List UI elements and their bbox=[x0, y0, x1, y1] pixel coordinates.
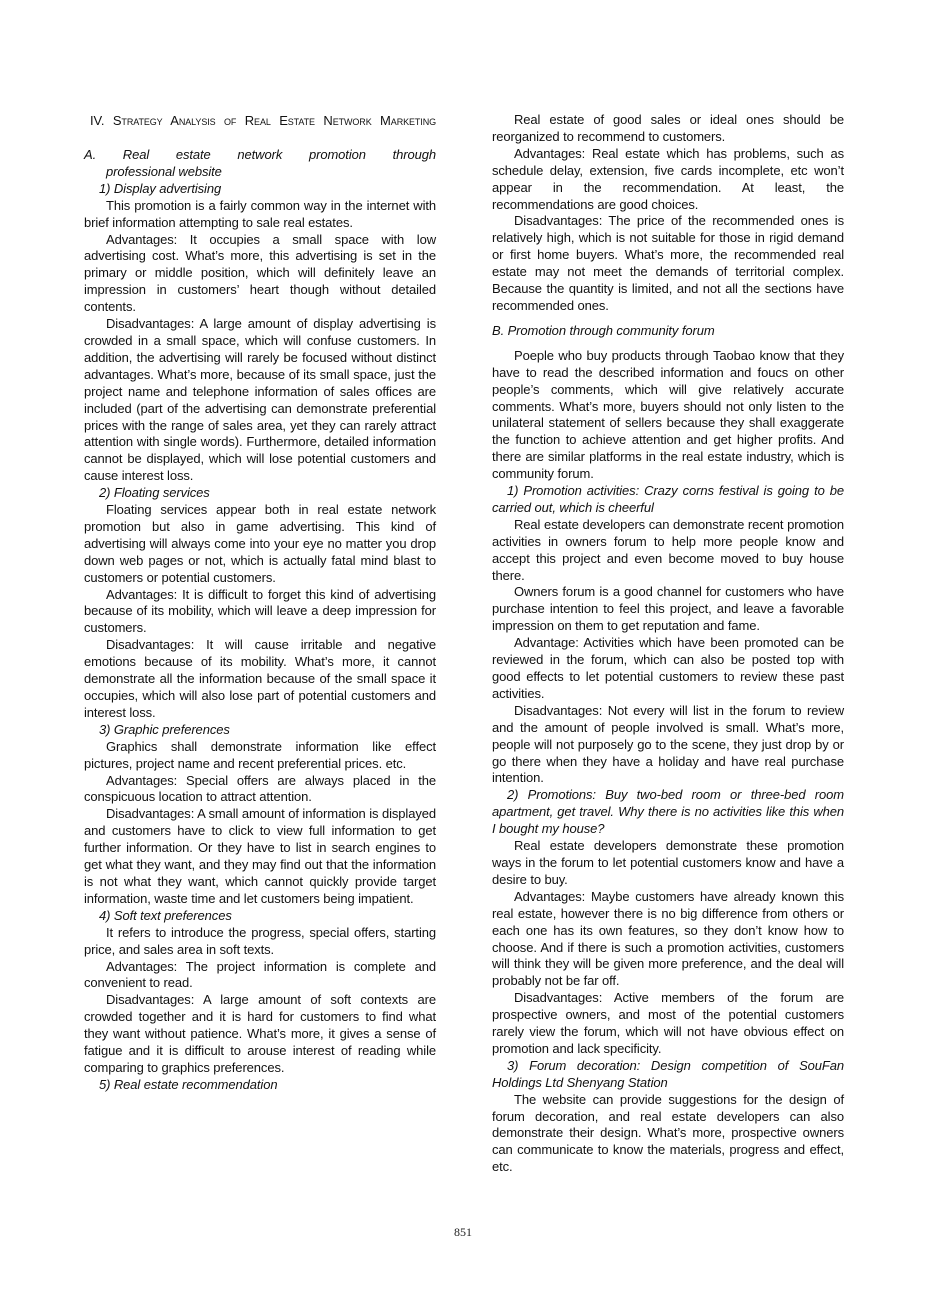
heading-promotion-activities: 1) Promotion activities: Crazy corns festival is going to be carried out, which is cheerful bbox=[492, 483, 844, 515]
subsection-b-heading: B. Promotion through community forum bbox=[492, 322, 715, 338]
paragraph: Real estate developers demonstrate these promotion ways in the forum to let potential customers know and have a desire to buy. bbox=[492, 838, 844, 887]
heading-display-advertising: 1) Display advertising bbox=[99, 180, 222, 196]
paragraph: Advantages: Special offers are always placed in the conspicuous location to attract attention. bbox=[84, 772, 436, 805]
subsection-a-heading-line2: professional website bbox=[106, 163, 222, 179]
heading-real-estate-recommendation: 5) Real estate recommendation bbox=[99, 1076, 278, 1092]
paragraph: Advantages: Maybe customers have already known this real estate, however there is no big difference from others or each one has its own features, so they don’t know how to choose. And if there is such a promotion activities, customers will think they will be given more preference, and the deal will probably not be far off. bbox=[492, 888, 844, 989]
paragraph: It refers to introduce the progress, special offers, starting price, and sales area in soft texts. bbox=[84, 924, 436, 957]
heading-graphic-preferences: 3) Graphic preferences bbox=[99, 721, 230, 737]
heading-soft-text-preferences: 4) Soft text preferences bbox=[99, 907, 232, 923]
paragraph: Poeple who buy products through Taobao know that they have to read the described information and foucs on other people’s comments, which will give relatively accurate comments. What’s more, buyers should not only listen to the unilateral statement of sellers because they shall exaggerate the function to achieve attention and get higher profits. And there are similar platforms in the real estate industry, which is community forum. bbox=[492, 347, 844, 482]
paragraph: Advantages: Real estate which has problems, such as schedule delay, extension, five cards incomplete, etc won’t appear in the recommendation. At least, the recommendations are good choices. bbox=[492, 145, 844, 212]
paragraph: Disadvantages: Active members of the forum are prospective owners, and most of the potential customers rarely view the forum, which will not have obvious effect on promotion and lack specificity. bbox=[492, 990, 844, 1056]
heading-floating-services: 2) Floating services bbox=[99, 485, 210, 501]
section-heading: IV. Strategy Analysis of Real Estate Network Marketing bbox=[90, 113, 436, 128]
paragraph: The website can provide suggestions for the design of forum decoration, and real estate developers can also demonstrate their design. What’s more, prospective owners can communicate to know the materials, progress and effect, etc. bbox=[492, 1091, 844, 1175]
paragraph: Advantages: It occupies a small space with low advertising cost. What’s more, this advertising is set in the primary or middle position, which will definitely leave an impression in customers’ heart though without detailed contents. bbox=[84, 231, 436, 315]
left-column bbox=[84, 112, 436, 1094]
paragraph: This promotion is a fairly common way in the internet with brief information attempting to sale real estates. bbox=[84, 197, 436, 230]
heading-forum-decoration: 3) Forum decoration: Design competition of SouFan Holdings Ltd Shenyang Station bbox=[492, 1057, 844, 1090]
paragraph: Disadvantages: A large amount of soft contexts are crowded together and it is hard for customers to find what they want without patience. What’s more, it gives a sense of fatigue and it is difficult to arouse interest of reading while comparing to graphics preferences. bbox=[84, 992, 436, 1075]
paragraph: Advantages: It is difficult to forget this kind of advertising because of its mobility, which will leave a deep impression for customers. bbox=[84, 586, 436, 636]
paragraph: Disadvantages: A small amount of information is displayed and customers have to click to view full information to get further information. Or they have to list in search engines to get what they want, and they may find out that the information is not what they want, which cannot quickly provide target information, waste time and let customers being impatient. bbox=[84, 806, 436, 906]
page-number: 851 bbox=[454, 1225, 472, 1239]
paragraph: Real estate of good sales or ideal ones should be reorganized to recommend to customers. bbox=[492, 112, 844, 144]
paragraph: Owners forum is a good channel for customers who have purchase intention to feel this project, and leave a favorable impression on them to get reputation and fame. bbox=[492, 584, 844, 634]
paragraph: Disadvantages: The price of the recommended ones is relatively high, which is not suitable for those in rigid demand or first home buyers. What’s more, the recommended real estate may not meet the demands of territorial complex. Because the quantity is limited, and not all the sections have recommended ones. bbox=[492, 213, 844, 313]
spacer bbox=[492, 340, 844, 348]
paragraph: Graphics shall demonstrate information like effect pictures, project name and recent preferential prices. etc. bbox=[84, 738, 436, 771]
paragraph: Advantages: The project information is complete and convenient to read. bbox=[84, 958, 436, 991]
spacer bbox=[492, 315, 844, 323]
heading-promotions: 2) Promotions: Buy two-bed room or three-bed room apartment, get travel. Why there is no activities like this when I bought my house? bbox=[492, 787, 844, 837]
subsection-a-heading-line1: A. Real estate network promotion through bbox=[84, 147, 436, 162]
paragraph: Disadvantages: Not every will list in the forum to review and the amount of people involved is small. What’s more, people will not purposely go to the scene, they just drop by or go there when they have a holiday and have real purchase intention. bbox=[492, 702, 844, 786]
paragraph: Floating services appear both in real estate network promotion but also in game advertising. This kind of advertising will always come into your eye no matter you drop down web pages or not, which is actually fatal mind blast to customers or potential customers. bbox=[84, 502, 436, 585]
paragraph: Advantage: Activities which have been promoted can be reviewed in the forum, which can also be posted top with good effects to let potential customers to review these past activities. bbox=[492, 635, 844, 701]
paragraph: Real estate developers can demonstrate recent promotion activities in owners forum to help more people know and accept this project and even become moved to buy house there. bbox=[492, 516, 844, 583]
paragraph: Disadvantages: A large amount of display advertising is crowded in a small space, which will confuse customers. In addition, the advertising will rarely be focused without distinct advantages. What’s more, because of its small space, just the project name and telephone information of sales offices are included (part of the advertising can demonstrate preferential prices with the range of sales area, yet they can rarely attract attention with single words). Furthermore, detailed information cannot be displayed, which will lose potential customers and cause interest loss. bbox=[84, 316, 436, 484]
paragraph: Disadvantages: It will cause irritable and negative emotions because of its mobility. What’s more, it cannot demonstrate all the information because of the small space it occupies, which will also lose part of potential customers and interest loss. bbox=[84, 637, 436, 720]
right-column bbox=[492, 112, 844, 1176]
